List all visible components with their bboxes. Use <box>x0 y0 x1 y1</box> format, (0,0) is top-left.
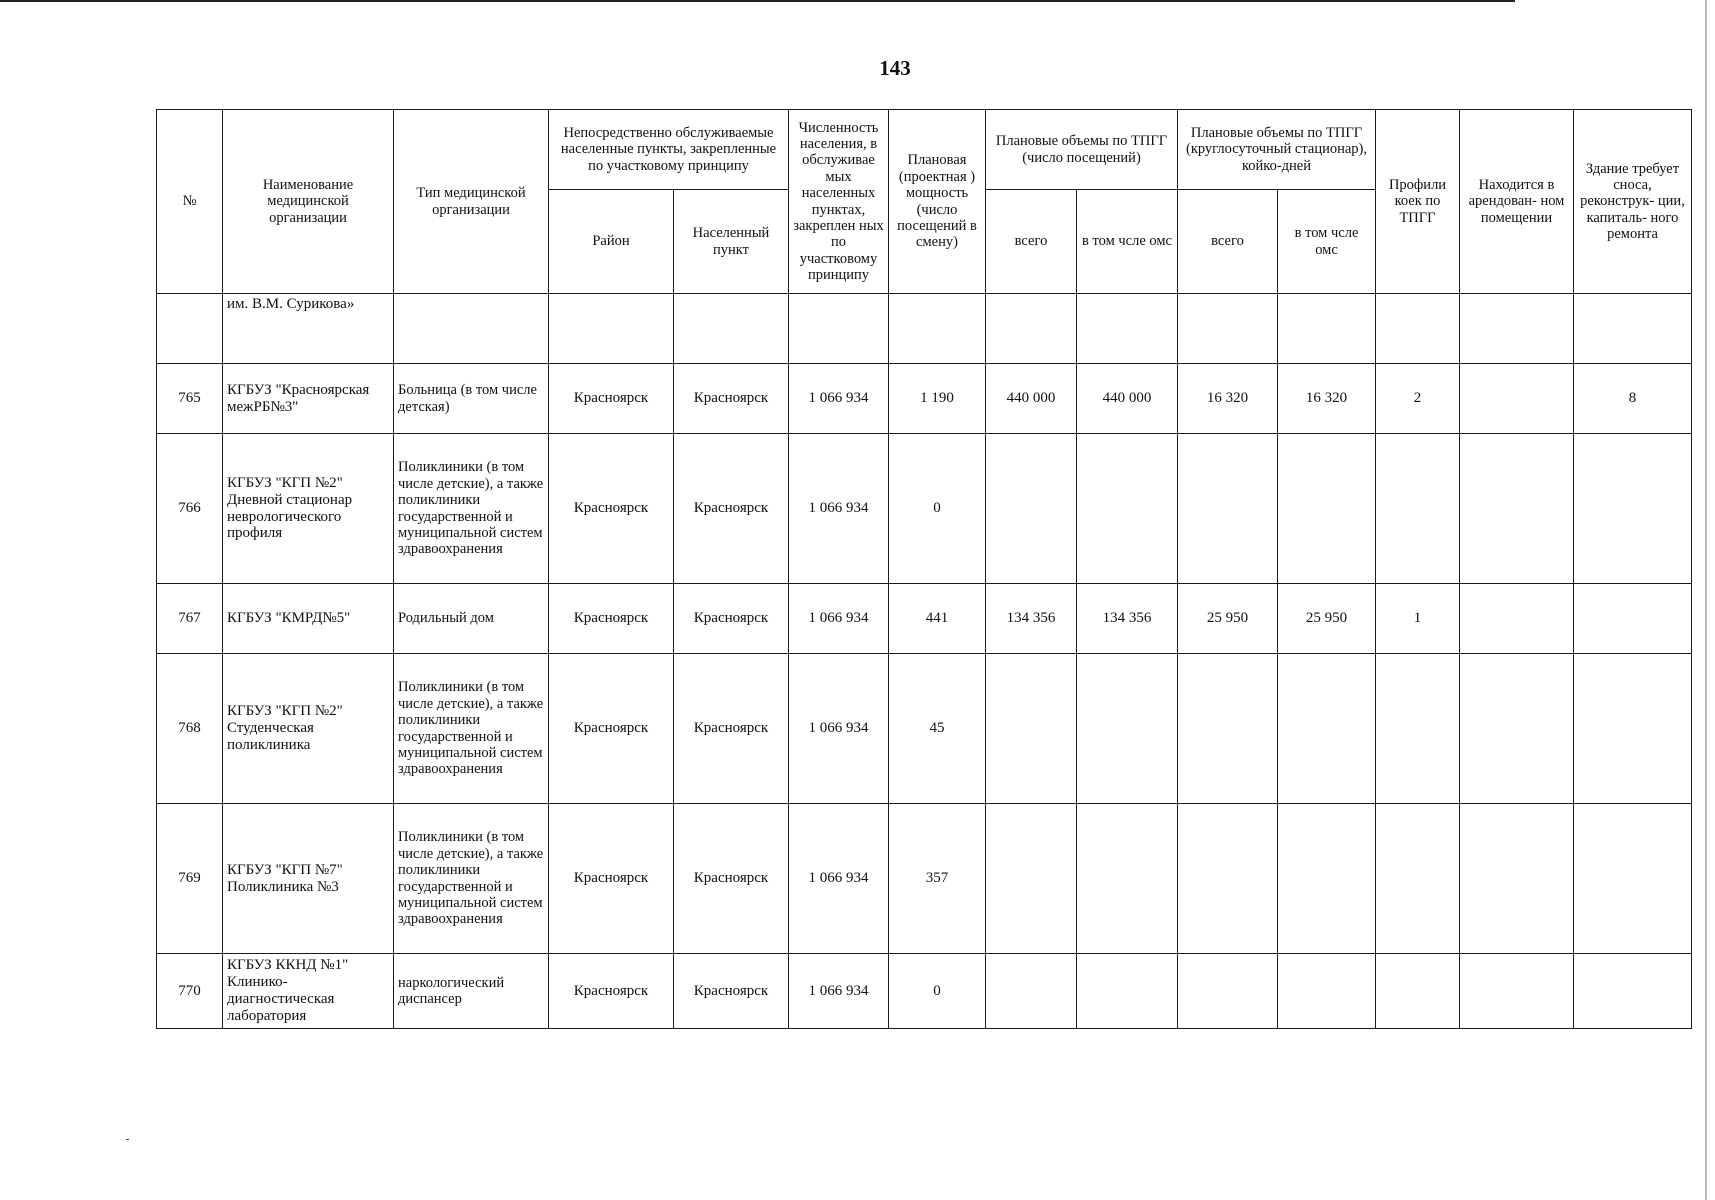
header-visits-oms: в том чсле омс <box>1077 190 1178 294</box>
header-served-settlements: Непосредственно обслуживаемые населенные пункты, закрепленные по участковому принципу <box>549 110 789 190</box>
cell-rented <box>1460 584 1574 654</box>
cell-building <box>1574 654 1692 804</box>
cell-name: им. В.М. Сурикова» <box>223 294 394 364</box>
header-no: № <box>157 110 223 294</box>
cell-settlement: Красноярск <box>674 654 789 804</box>
cell-building <box>1574 954 1692 1029</box>
cell-beds-oms <box>1278 654 1376 804</box>
cell-type: Поликлиники (в том числе детские), а также поликлиники государственной и муниципальной систем здравоохранения <box>394 434 549 584</box>
cell-building: 8 <box>1574 364 1692 434</box>
cell-beds-total <box>1178 954 1278 1029</box>
cell-beds-oms: 25 950 <box>1278 584 1376 654</box>
cell-beds-total <box>1178 434 1278 584</box>
cell-capacity: 441 <box>889 584 986 654</box>
cell-district: Красноярск <box>549 654 674 804</box>
cell-population: 1 066 934 <box>789 954 889 1029</box>
cell-visits-oms <box>1077 804 1178 954</box>
header-visits-volume: Плановые объемы по ТПГГ (число посещений) <box>986 110 1178 190</box>
cell-population: 1 066 934 <box>789 364 889 434</box>
table-row <box>157 364 1692 434</box>
header-visits-total: всего <box>986 190 1077 294</box>
cell-beds-oms <box>1278 434 1376 584</box>
cell-population: 1 066 934 <box>789 654 889 804</box>
cell-population: 1 066 934 <box>789 434 889 584</box>
cell-population: 1 066 934 <box>789 804 889 954</box>
table-row <box>157 584 1692 654</box>
cell-type: наркологический диспансер <box>394 954 549 1029</box>
cell-bed-profiles: 1 <box>1376 584 1460 654</box>
header-bed-profiles: Профили коек по ТПГГ <box>1376 110 1460 294</box>
cell-type: Поликлиники (в том числе детские), а также поликлиники государственной и муниципальной систем здравоохранения <box>394 654 549 804</box>
cell-rented <box>1460 654 1574 804</box>
table-row <box>157 804 1692 954</box>
cell-no: 770 <box>157 954 223 1029</box>
cell-capacity: 1 190 <box>889 364 986 434</box>
header-building-condition: Здание требует сноса, реконструк- ции, капиталь- ного ремонта <box>1574 110 1692 294</box>
cell-empty <box>1278 294 1376 364</box>
cell-visits-total: 134 356 <box>986 584 1077 654</box>
table-row <box>157 654 1692 804</box>
cell-empty <box>1376 294 1460 364</box>
cell-visits-oms: 134 356 <box>1077 584 1178 654</box>
cell-type: Поликлиники (в том числе детские), а также поликлиники государственной и муниципальной систем здравоохранения <box>394 804 549 954</box>
cell-rented <box>1460 954 1574 1029</box>
cell-empty <box>986 294 1077 364</box>
header-beds-oms: в том чсле омс <box>1278 190 1376 294</box>
header-inpatient-volume: Плановые объемы по ТПГГ (круглосуточный стационар), койко-дней <box>1178 110 1376 190</box>
cell-empty <box>1574 294 1692 364</box>
header-population: Численность населения, в обслуживае мых населенных пунктах, закреплен ных по участковому принципу <box>789 110 889 294</box>
cell-visits-oms <box>1077 654 1178 804</box>
cell-settlement: Красноярск <box>674 804 789 954</box>
cell-district: Красноярск <box>549 364 674 434</box>
cell-settlement: Красноярск <box>674 954 789 1029</box>
cell-district: Красноярск <box>549 804 674 954</box>
cell-beds-oms <box>1278 804 1376 954</box>
header-district: Район <box>549 190 674 294</box>
cell-building <box>1574 804 1692 954</box>
medical-organizations-table <box>156 109 1692 1029</box>
cell-visits-total <box>986 434 1077 584</box>
table-row <box>157 954 1692 1029</box>
top-rule <box>0 0 1515 2</box>
cell-bed-profiles <box>1376 654 1460 804</box>
cell-name: КГБУЗ "Красноярская межРБ№3" <box>223 364 394 434</box>
cell-name: КГБУЗ "КГП №7" Поликлиника №3 <box>223 804 394 954</box>
cell-name: КГБУЗ "КМРД№5" <box>223 584 394 654</box>
cell-bed-profiles: 2 <box>1376 364 1460 434</box>
cell-visits-total <box>986 654 1077 804</box>
cell-settlement: Красноярск <box>674 434 789 584</box>
cell-empty <box>674 294 789 364</box>
cell-rented <box>1460 434 1574 584</box>
cell-settlement: Красноярск <box>674 364 789 434</box>
cell-empty <box>889 294 986 364</box>
cell-bed-profiles <box>1376 954 1460 1029</box>
cell-visits-oms <box>1077 954 1178 1029</box>
cell-beds-total: 16 320 <box>1178 364 1278 434</box>
cell-name: КГБУЗ "КГП №2" Студенческая поликлиника <box>223 654 394 804</box>
cell-bed-profiles <box>1376 804 1460 954</box>
cell-building <box>1574 584 1692 654</box>
cell-empty <box>1077 294 1178 364</box>
cell-empty <box>789 294 889 364</box>
cell-visits-total: 440 000 <box>986 364 1077 434</box>
header-capacity: Плановая (проектная ) мощность (число посещений в смену) <box>889 110 986 294</box>
header-settlement: Населенный пункт <box>674 190 789 294</box>
cell-capacity: 45 <box>889 654 986 804</box>
header-beds-total: всего <box>1178 190 1278 294</box>
cell-name: КГБУЗ ККНД №1" Клинико-диагностическая лаборатория <box>223 954 394 1029</box>
cell-capacity: 0 <box>889 954 986 1029</box>
cell-rented <box>1460 364 1574 434</box>
table-row <box>157 434 1692 584</box>
cell-population: 1 066 934 <box>789 584 889 654</box>
cell-beds-oms: 16 320 <box>1278 364 1376 434</box>
cell-no: 768 <box>157 654 223 804</box>
cell-no: 767 <box>157 584 223 654</box>
cell-beds-total <box>1178 804 1278 954</box>
cell-visits-total <box>986 804 1077 954</box>
cell-visits-oms <box>1077 434 1178 584</box>
cell-capacity: 357 <box>889 804 986 954</box>
cell-name: КГБУЗ "КГП №2" Дневной стационар неврологического профиля <box>223 434 394 584</box>
cell-settlement: Красноярск <box>674 584 789 654</box>
cell-no: 765 <box>157 364 223 434</box>
page-number: 143 <box>879 56 911 80</box>
cell-type: Родильный дом <box>394 584 549 654</box>
cell-beds-total: 25 950 <box>1178 584 1278 654</box>
header-name: Наименование медицинской организации <box>223 110 394 294</box>
cell-empty <box>394 294 549 364</box>
header-rented-premises: Находится в арендован- ном помещении <box>1460 110 1574 294</box>
cell-capacity: 0 <box>889 434 986 584</box>
cell-empty <box>1460 294 1574 364</box>
cell-type: Больница (в том числе детская) <box>394 364 549 434</box>
cell-district: Красноярск <box>549 584 674 654</box>
cell-rented <box>1460 804 1574 954</box>
cell-no <box>157 294 223 364</box>
cell-visits-oms: 440 000 <box>1077 364 1178 434</box>
cell-beds-total <box>1178 654 1278 804</box>
cell-district: Красноярск <box>549 954 674 1029</box>
cell-district: Красноярск <box>549 434 674 584</box>
scan-speck <box>126 1139 129 1140</box>
scan-edge-mark <box>1705 0 1707 1200</box>
continuation-row <box>157 294 1692 364</box>
cell-building <box>1574 434 1692 584</box>
cell-no: 769 <box>157 804 223 954</box>
cell-beds-oms <box>1278 954 1376 1029</box>
cell-visits-total <box>986 954 1077 1029</box>
cell-no: 766 <box>157 434 223 584</box>
header-type: Тип медицинской организации <box>394 110 549 294</box>
cell-empty <box>549 294 674 364</box>
cell-empty <box>1178 294 1278 364</box>
cell-bed-profiles <box>1376 434 1460 584</box>
